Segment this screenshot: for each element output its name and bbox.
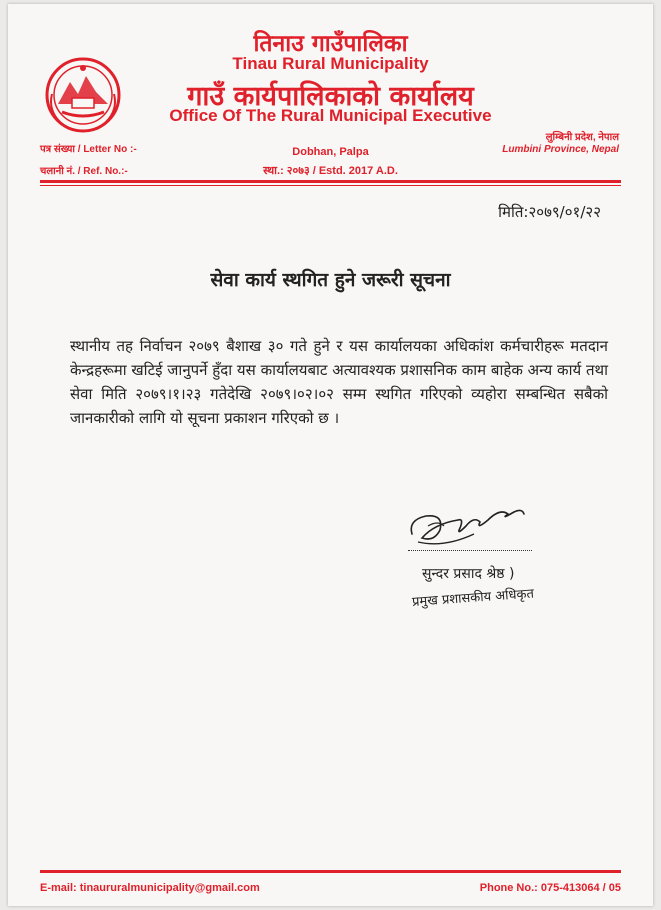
established-year: स्था.: २०७३ / Estd. 2017 A.D. [263, 165, 398, 177]
letter-date: मिति:२०७९/०१/२२ [498, 203, 601, 221]
footer-rule [40, 870, 621, 873]
footer-email: E-mail: tinaururalmunicipality@gmail.com [40, 882, 260, 894]
letter-no-label: पत्र संख्या / Letter No :- [40, 144, 137, 155]
signature-icon [404, 490, 530, 556]
municipality-name-nepali: तिनाउ गाउँपालिका [253, 31, 408, 57]
province-nepali: लुम्बिनी प्रदेश, नेपाल [545, 132, 619, 143]
letter-page [8, 4, 653, 906]
municipality-name-english: Tinau Rural Municipality [232, 54, 429, 73]
header-rule [40, 180, 621, 183]
office-name-nepali: गाउँ कार्यपालिकाको कार्यालय [187, 81, 474, 112]
notice-title: सेवा कार्य स्थगित हुने जरूरी सूचना [210, 269, 451, 291]
office-name-english: Office Of The Rural Municipal Executive [169, 106, 492, 125]
signature-line [408, 550, 532, 551]
province-english: Lumbini Province, Nepal [502, 144, 619, 155]
header-rule-thin [40, 185, 621, 186]
office-location: Dobhan, Palpa [292, 146, 369, 158]
notice-body: स्थानीय तह निर्वाचन २०७९ बैशाख ३० गते हुने र यस कार्यालयका अधिकांश कर्मचारीहरू मतदान केन्द्रहरूमा खटिई जानुपर्ने हुँदा यस कार्यालयबाट अत्यावश्यक प्रशासनिक काम बाहेक अन्य कार्य तथा सेवा मिति २०७९।१।२३ गतेदेखि २०७९।०२।०२ सम्म स्थगित गरिएको व्यहोरा सम्बन्धित सबैको जानकारीको लागि यो सूचना प्रकाशन गरिएको छ । [70, 337, 608, 427]
ref-no-label: चलानी नं. / Ref. No.:- [40, 166, 128, 177]
signatory-name: सुन्दर प्रसाद श्रेष्ठ ) [422, 566, 515, 582]
footer-phone: Phone No.: 075-413064 / 05 [479, 882, 621, 894]
signatory-designation: प्रमुख प्रशासकीय अधिकृत [411, 586, 535, 610]
